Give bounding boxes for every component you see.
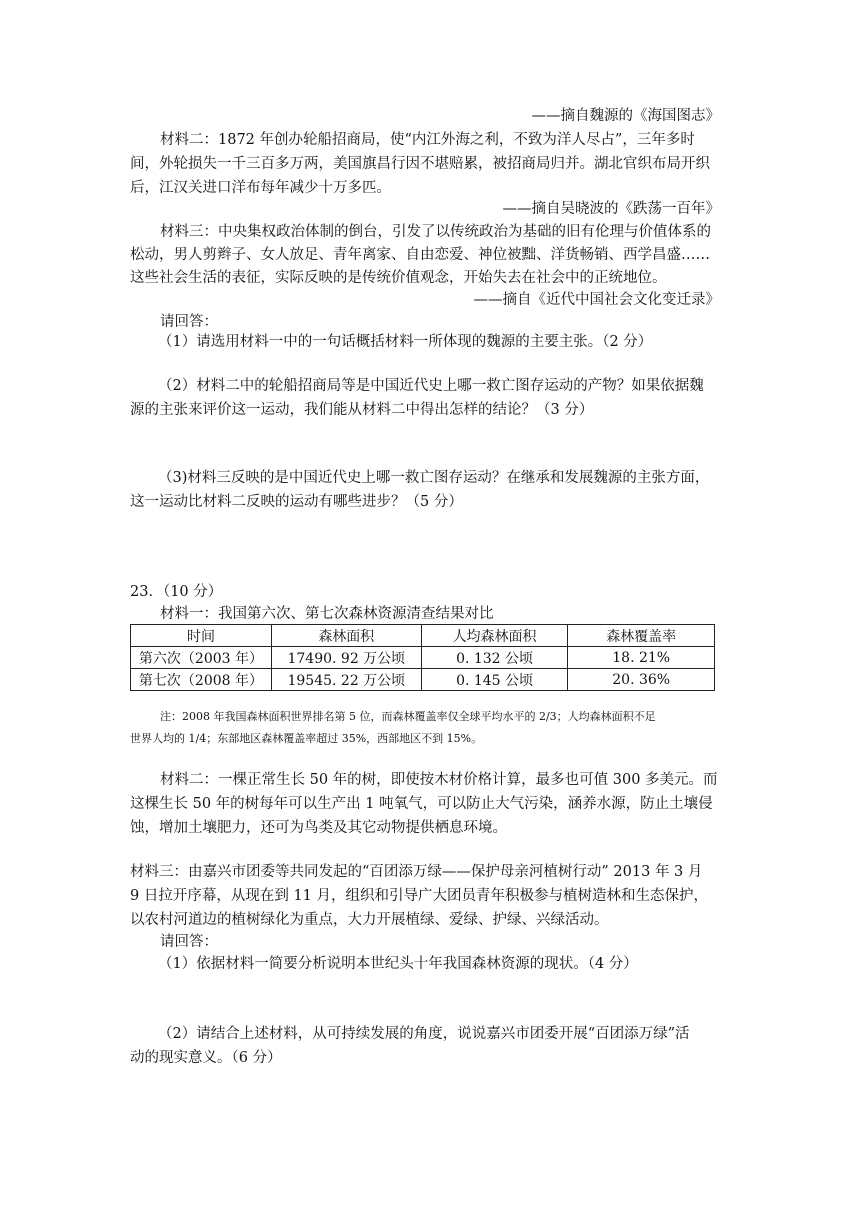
question-1: （1）请选用材料一中的一句话概括材料一所体现的魏源的主要主张。（2 分） <box>158 334 653 350</box>
table-cell: 0. 132 公顷 <box>421 647 568 669</box>
table-cell: 19545. 22 万公顷 <box>271 669 421 691</box>
question-2-line-1: （2）请结合上述材料，从可持续发展的角度，说说嘉兴市团委开展“百团添万绿”活 <box>158 1026 690 1042</box>
table-header-cell: 森林面积 <box>271 625 421 647</box>
answer-prompt: 请回答： <box>160 314 218 330</box>
table-cell: 17490. 92 万公顷 <box>271 647 421 669</box>
table-note-line-2: 世界人均的 1/4；东部地区森林覆盖率超过 35%，西部地区不到 15%。 <box>130 732 483 745</box>
source-citation-2: ——摘自吴晓波的《跌荡一百年》 <box>502 201 720 217</box>
question-2-line-2: 源的主张来评价这一运动，我们能从材料二中得出怎样的结论？（3 分） <box>130 402 594 418</box>
material-2-line-1: 材料二：一棵正常生长 50 年的树，即使按木材价格计算，最多也可值 300 多美元。而 <box>160 772 718 788</box>
table-cell: 20. 36% <box>568 669 715 691</box>
table-cell: 第六次（2003 年） <box>131 647 272 669</box>
material-2-line-2: 间，外轮损失一千三百多万两，美国旗昌行因不堪赔累，被招商局归并。湖北官织布局开织 <box>130 156 710 172</box>
material-1-caption: 材料一：我国第六次、第七次森林资源清查结果对比 <box>160 606 494 622</box>
table-cell: 18. 21% <box>568 647 715 669</box>
material-2-line-2: 这棵生长 50 年的树每年可以生产出 1 吨氧气，可以防止大气污染，涵养水源，防止土壤侵 <box>130 796 713 812</box>
material-2-line-1: 材料二：1872 年创办轮船招商局，使“内江外海之利，不致为洋人尽占”，三年多时 <box>160 132 695 148</box>
material-3-line-3: 以农村河道边的植树绿化为重点，大力开展植绿、爱绿、护绿、兴绿活动。 <box>130 912 609 928</box>
table-note-line-1: 注：2008 年我国森林面积世界排名第 5 位，而森林覆盖率仅全球平均水平的 2/3；人均森林面积不足 <box>160 710 656 723</box>
material-2-line-3: 蚀，增加土壤肥力，还可为鸟类及其它动物提供栖息环境。 <box>130 820 507 836</box>
question-2-line-1: （2）材料二中的轮船招商局等是中国近代史上哪一救亡图存运动的产物？如果依据魏 <box>158 378 704 394</box>
material-3-line-3: 这些社会生活的表征，实际反映的是传统价值观念，开始失去在社会中的正统地位。 <box>130 270 667 286</box>
source-citation-1: ——摘自魏源的《海国图志》 <box>531 108 720 124</box>
table-header-cell: 森林覆盖率 <box>568 625 715 647</box>
table-header-row <box>131 625 715 647</box>
material-3-line-2: 9 日拉开序幕，从现在到 11 月，组织和引导广大团员青年积极参与植树造林和生态保护， <box>130 888 708 904</box>
answer-prompt: 请回答： <box>160 934 218 950</box>
table-header-cell: 时间 <box>131 625 272 647</box>
table-header-cell: 人均森林面积 <box>421 625 568 647</box>
material-3-line-2: 松动，男人剪辫子、女人放足、青年离家、自由恋爱、神位被黜、洋货畅销、西学昌盛…… <box>130 247 710 263</box>
question-3-line-1: （3)材料三反映的是中国近代史上哪一救亡图存运动？在继承和发展魏源的主张方面， <box>158 470 710 486</box>
question-1: （1）依据材料一简要分析说明本世纪头十年我国森林资源的现状。（4 分） <box>158 956 638 972</box>
table-cell: 0. 145 公顷 <box>421 669 568 691</box>
material-3-line-1: 材料三：由嘉兴市团委等共同发起的“百团添万绿——保护母亲河植树行动” 2013 年 3 月 <box>130 864 703 880</box>
question-3-line-2: 这一运动比材料二反映的运动有哪些进步？（5 分） <box>130 494 463 510</box>
question-23-heading: 23．（10 分） <box>130 584 223 600</box>
question-2-line-2: 动的现实意义。（6 分） <box>130 1050 282 1066</box>
table-row <box>131 647 715 669</box>
source-citation-3: ——摘自《近代中国社会文化变迁录》 <box>473 292 720 308</box>
table-row <box>131 669 715 691</box>
forest-resource-table <box>130 624 715 691</box>
material-2-line-3: 后，江汉关进口洋布每年减少十万多匹。 <box>130 180 391 196</box>
material-3-line-1: 材料三：中央集权政治体制的倒台，引发了以传统政治为基础的旧有伦理与价值体系的 <box>160 224 711 240</box>
table-cell: 第七次（2008 年） <box>131 669 272 691</box>
